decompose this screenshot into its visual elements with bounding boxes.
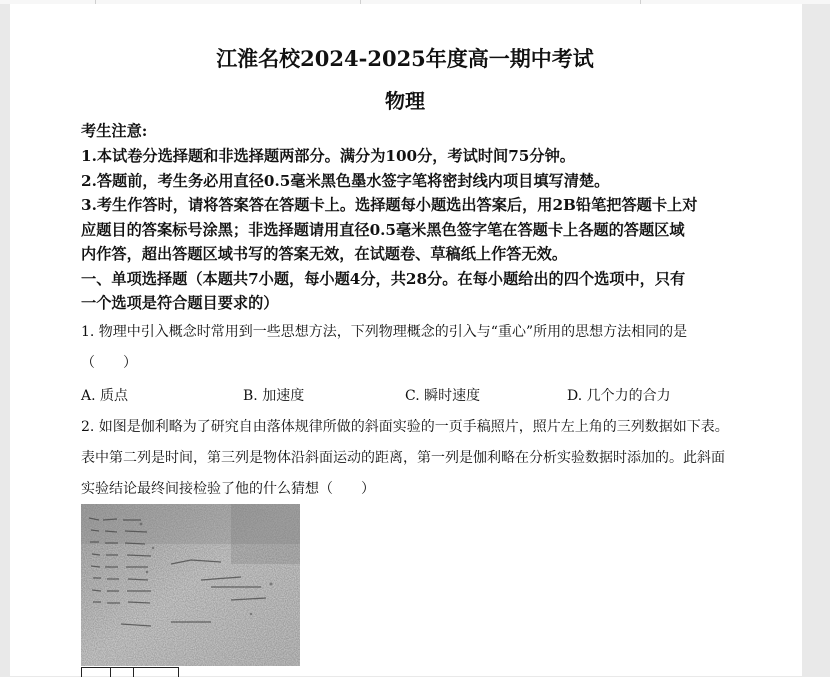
question-1-option-b: B. 加速度 — [243, 388, 305, 404]
exam-subject: 物理 — [385, 89, 425, 113]
notice-item-cont: 内作答，超出答题区域书写的答案无效，在试题卷、草稿纸上作答无效。 — [81, 245, 567, 263]
question-2-stem-cont: 实验结论最终间接检验了他的什么猜想（ ） — [81, 481, 375, 497]
notice-item: 3.考生作答时，请将答案答在答题卡上。选择题每小题选出答案后，用2B铅笔把答题卡上对 — [81, 196, 698, 214]
question-1-option-d: D. 几个力的合力 — [567, 388, 671, 404]
question-1-option-a: A. 质点 — [81, 388, 129, 404]
manuscript-image — [81, 504, 300, 666]
notice-item: 2.答题前，考生务必用直径0.5毫米黑色墨水签字笔将密封线内项目填写清楚。 — [81, 172, 610, 190]
section-heading: 一、单项选择题（本题共7小题，每小题4分，共28分。在每小题给出的四个选项中，只有 — [81, 270, 686, 288]
question-2-stem-cont: 表中第二列是时间，第三列是物体沿斜面运动的距离，第一列是伽利略在分析实验数据时添加的。此斜面 — [81, 450, 725, 466]
data-table-top-edge — [81, 667, 179, 676]
question-1-bracket: （ ） — [81, 355, 137, 371]
notice-item: 1.本试卷分选择题和非选择题两部分。满分为100分，考试时间75分钟。 — [81, 147, 575, 165]
question-1-stem: 1. 物理中引入概念时常用到一些思想方法，下列物理概念的引入与“重心”所用的思想方法相同的是 — [81, 324, 688, 340]
notice-heading: 考生注意: — [81, 122, 148, 140]
question-1-option-c: C. 瞬时速度 — [405, 388, 481, 404]
exam-title: 江淮名校2024-2025年度高一期中考试 — [216, 46, 594, 71]
notice-item-cont: 应题目的答案标号涂黑；非选择题请用直径0.5毫米黑色签字笔在答题卡上各题的答题区域 — [81, 221, 685, 239]
question-2-stem: 2. 如图是伽利略为了研究自由落体规律所做的斜面实验的一页手稿照片，照片左上角的三列数据如下表。 — [81, 419, 729, 435]
galileo-manuscript-photo — [81, 504, 300, 666]
section-heading-cont: 一个选项是符合题目要求的） — [81, 294, 279, 312]
